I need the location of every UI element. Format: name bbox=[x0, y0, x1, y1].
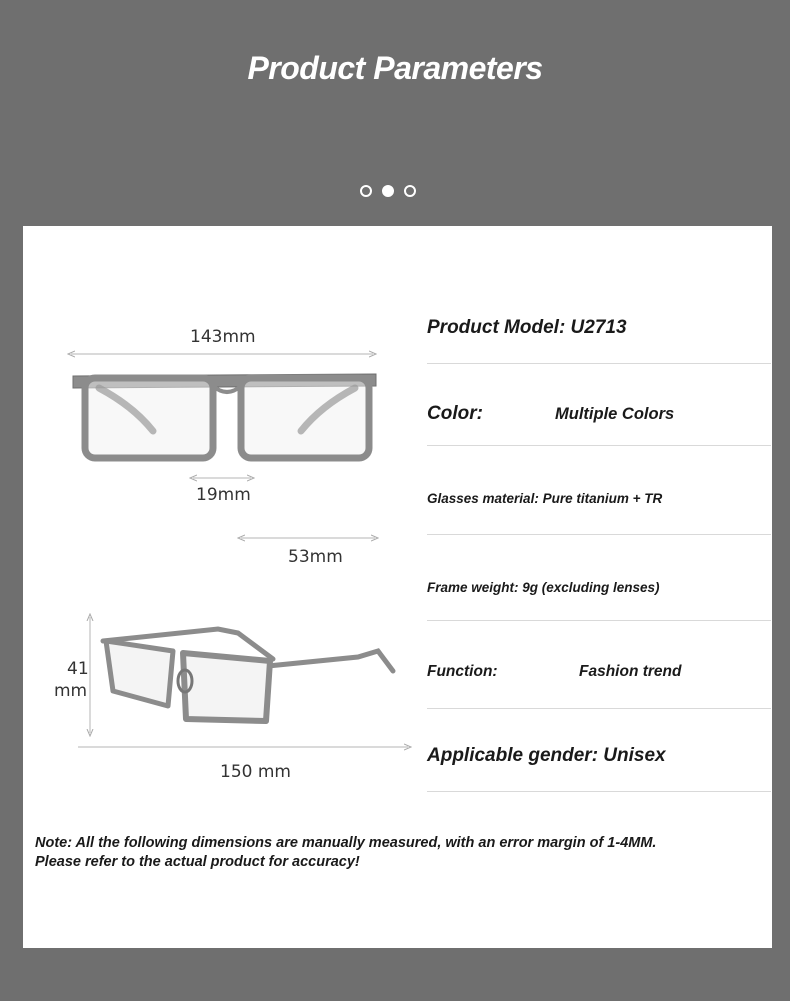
divider bbox=[427, 620, 771, 621]
measurement-note bbox=[35, 834, 656, 872]
spec-weight: Frame weight: 9g (excluding lenses) bbox=[427, 580, 660, 595]
divider bbox=[427, 445, 771, 446]
header bbox=[0, 0, 790, 226]
note-line-1: Note: All the following dimensions are manually measured, with an error margin of 1-4MM. bbox=[35, 835, 657, 851]
carousel-dot-3[interactable] bbox=[404, 185, 416, 197]
height-value-label: 41 bbox=[67, 659, 89, 679]
carousel-dot-2[interactable] bbox=[382, 185, 394, 197]
spec-material: Glasses material: Pure titanium + TR bbox=[427, 491, 663, 506]
width-total-label: 143mm bbox=[190, 327, 256, 347]
spec-model: Product Model: U2713 bbox=[427, 317, 627, 338]
spec-function-label: Function: bbox=[427, 663, 498, 680]
carousel-dot-1[interactable] bbox=[360, 185, 372, 197]
glasses-side-view bbox=[78, 611, 418, 771]
divider bbox=[427, 534, 771, 535]
height-unit-label: mm bbox=[54, 681, 88, 701]
divider bbox=[427, 708, 771, 709]
lens-width-label: 53mm bbox=[288, 547, 343, 567]
note-line-2: Please refer to the actual product for accuracy! bbox=[35, 854, 360, 870]
spec-color-value: Multiple Colors bbox=[555, 405, 675, 423]
temple-length-label: 150 mm bbox=[220, 762, 291, 782]
page-title: Product Parameters bbox=[247, 50, 543, 86]
spec-gender: Applicable gender: Unisex bbox=[427, 745, 666, 766]
parameters-panel bbox=[23, 226, 772, 948]
carousel-indicator bbox=[360, 185, 416, 197]
spec-function-value: Fashion trend bbox=[579, 663, 682, 680]
bridge-label: 19mm bbox=[196, 485, 251, 505]
divider bbox=[427, 791, 771, 792]
divider bbox=[427, 363, 771, 364]
spec-color-label: Color: bbox=[427, 403, 483, 424]
